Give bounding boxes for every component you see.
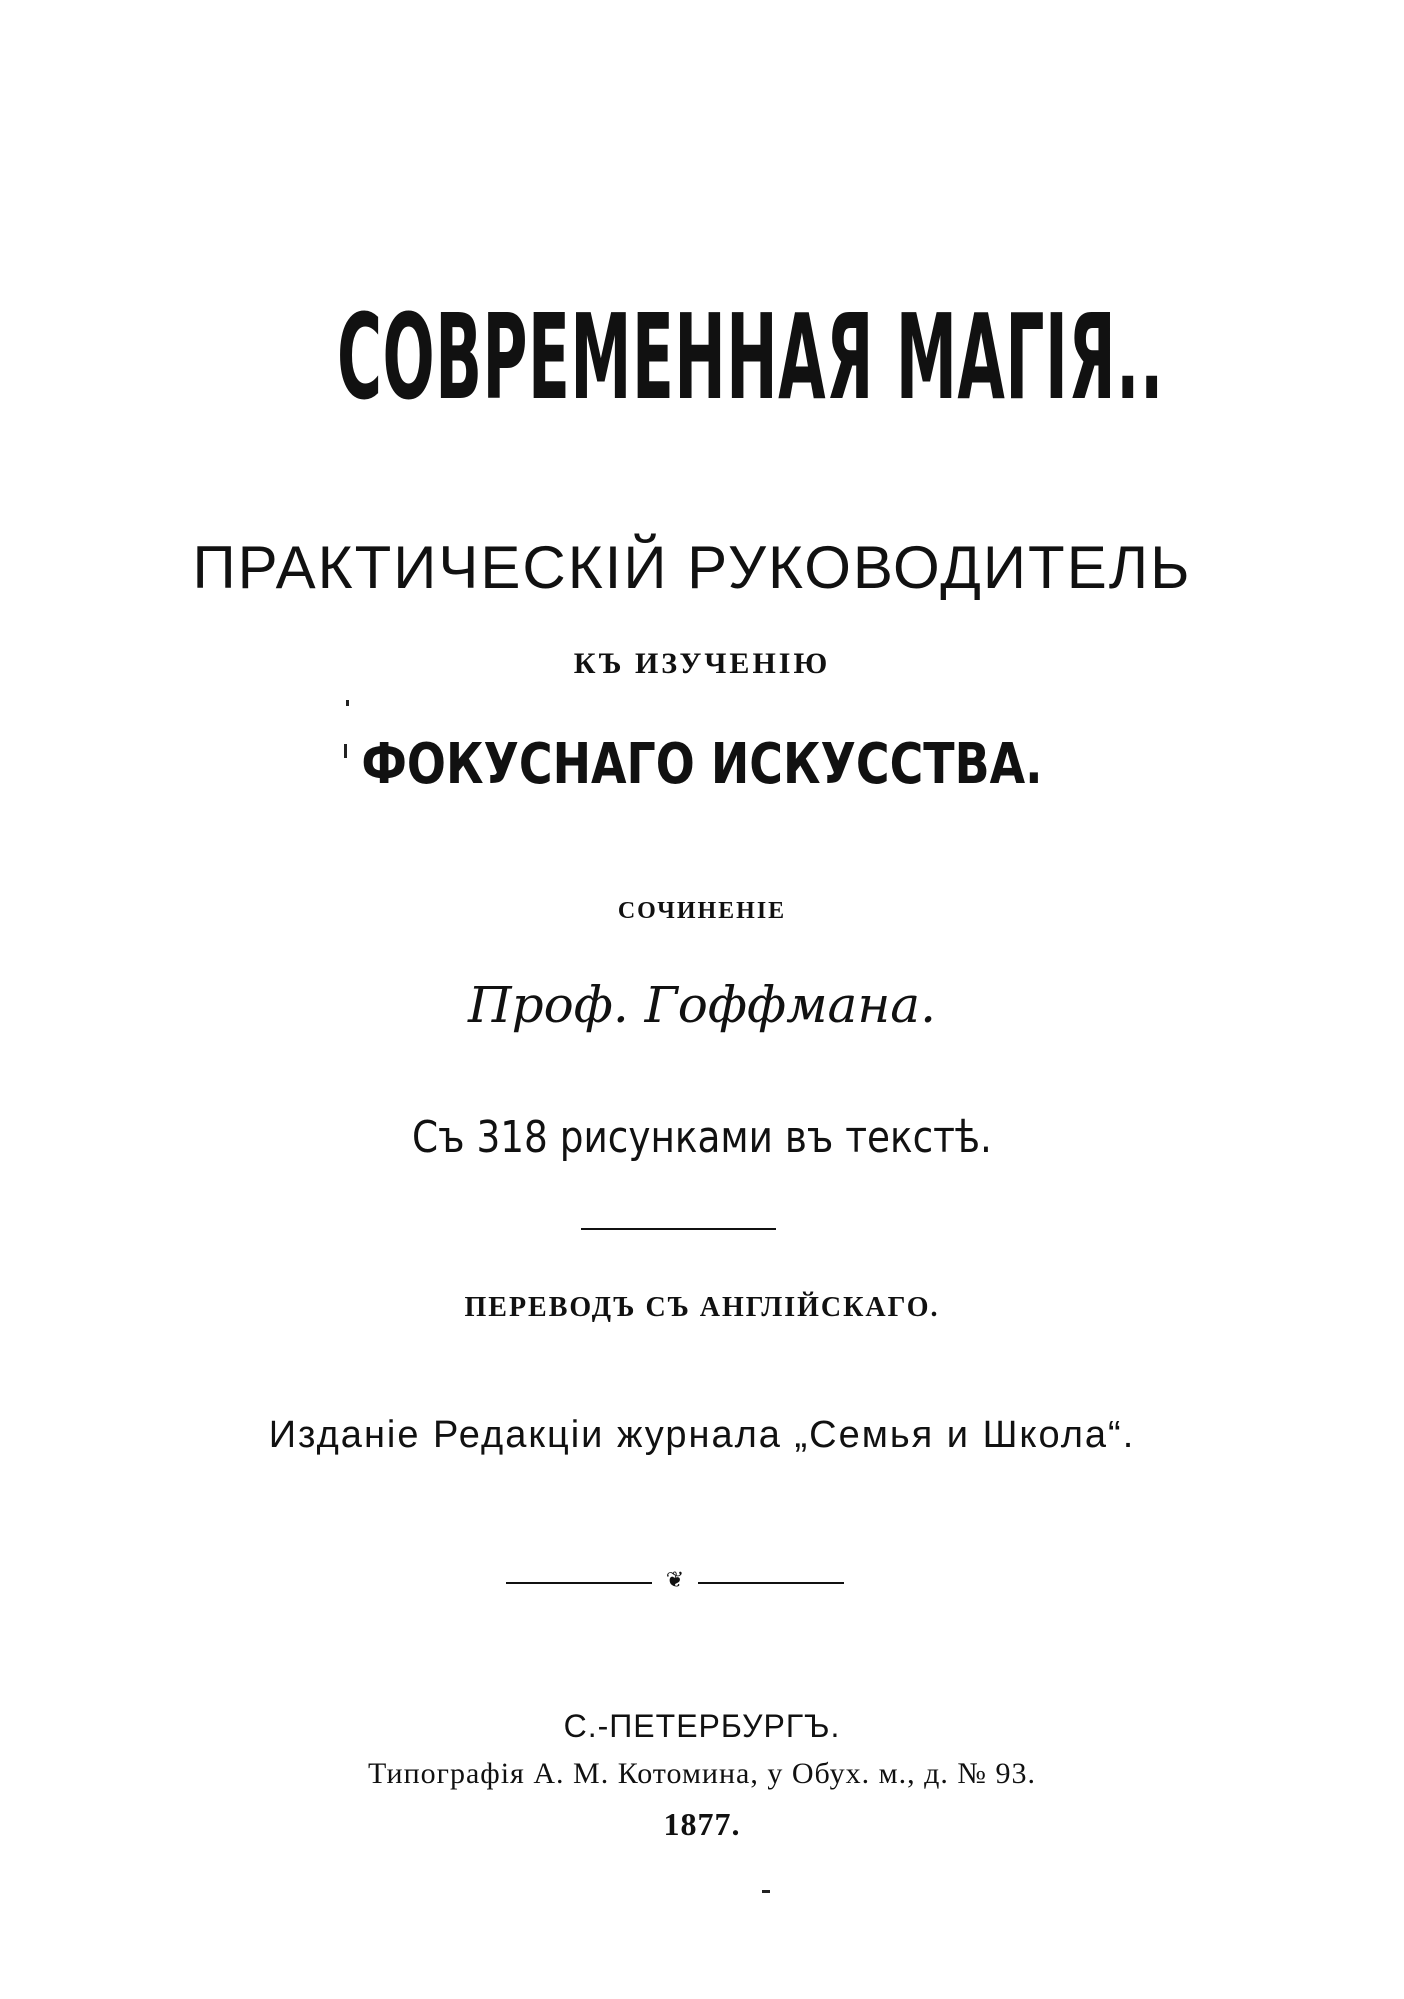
imprint-printer: Типографія А. М. Котомина, у Обух. м., д. № 93. xyxy=(367,1757,1037,1790)
scan-speck xyxy=(346,700,349,706)
ornament-rule-right xyxy=(698,1582,844,1584)
book-title: СОВРЕМЕННАЯ МАГІЯ.. xyxy=(336,288,1164,426)
subtitle-connector: КЪ ИЗУЧЕНІЮ xyxy=(573,647,831,680)
ornament-fleuron-icon: ❦ xyxy=(665,1568,685,1593)
scan-speck xyxy=(344,744,347,758)
translation-note: ПЕРЕВОДЪ СЪ АНГЛІЙСКАГО. xyxy=(464,1292,940,1323)
author-name: Проф. Гоффмана. xyxy=(467,976,937,1034)
ornament-rule-left xyxy=(506,1582,652,1584)
edition-note: Изданіе Редакціи журнала „Семья и Школа“. xyxy=(268,1414,1136,1456)
book-subject: ФОКУСНАГО ИСКУССТВА. xyxy=(361,732,1043,797)
illustrations-note: Съ 318 рисунками въ текстѣ. xyxy=(412,1112,992,1163)
imprint-year: 1877. xyxy=(663,1806,741,1842)
book-subtitle: ПРАКТИЧЕСКІЙ РУКОВОДИТЕЛЬ xyxy=(192,534,1192,601)
imprint-city: С.-ПЕТЕРБУРГЪ. xyxy=(563,1708,841,1744)
byline-label: СОЧИНЕНІЕ xyxy=(617,898,787,924)
divider-rule xyxy=(581,1228,776,1230)
scan-speck xyxy=(762,1890,770,1893)
